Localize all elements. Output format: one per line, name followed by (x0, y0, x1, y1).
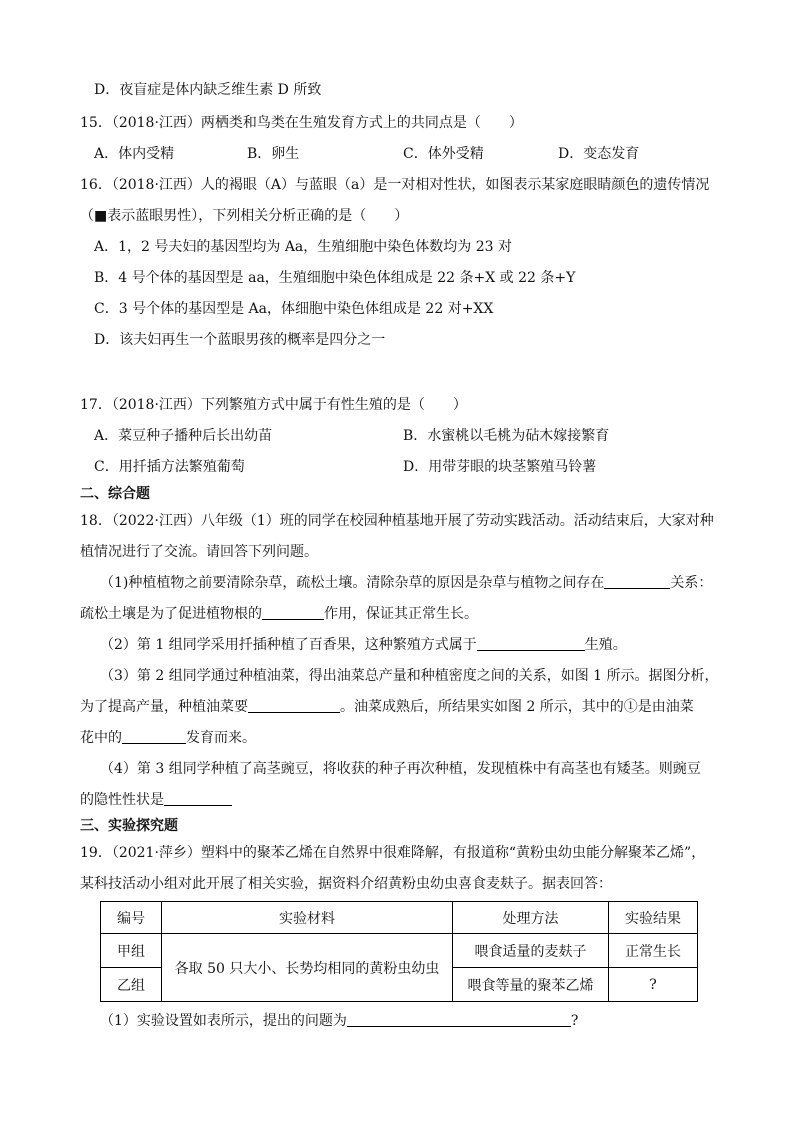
experiment-table (100, 901, 698, 1002)
q18-stem-line1: 18．（2022·江西）八年级（1）班的同学在校园种植基地开展了劳动实践活动。活动结束后，大家对种 (80, 513, 714, 529)
q18-part3-line2: 为了提高产量，种植油菜要 。油菜成熟后，所结果实如图 2 所示，其中的①是由油菜 (80, 699, 694, 715)
q17-stem: 17．（2018·江西）下列繁殖方式中属于有性生殖的是（ ） (80, 397, 467, 413)
section-3-heading: 三、实验探究题 (80, 818, 178, 834)
q17-option-b: B．水蜜桃以毛桃为砧木嫁接繁育 (403, 428, 610, 444)
q19-stem-line2: 某科技活动小组对此开展了相关实验，据资料介绍黄粉虫幼虫喜食麦麸子。据表回答： (80, 876, 612, 892)
header-material: 实验材料 (162, 902, 453, 934)
q15-option-d: D．变态发育 (558, 146, 640, 162)
q16-option-a: A．1，2 号夫妇的基因型均为 Aa，生殖细胞中染色体数均为 23 对 (94, 239, 512, 255)
table-header-row (101, 902, 698, 934)
group-cell: 甲组 (101, 934, 162, 968)
header-result: 实验结果 (609, 902, 698, 934)
q15-option-c: C．体外受精 (403, 146, 484, 162)
q18-part1-line2: 疏松土壤是为了促进植物根的 作用，保证其正常生长。 (80, 606, 478, 622)
q19-stem-line1: 19．（2021·萍乡）塑料中的聚苯乙烯在自然界中很难降解，有报道称“黄粉虫幼虫能分解聚苯乙烯”， (80, 845, 706, 861)
q17-option-d: D．用带芽眼的块茎繁殖马铃薯 (403, 459, 597, 475)
table-row (101, 934, 698, 968)
q18-blank-recessive-trait[interactable] (164, 790, 232, 806)
header-method: 处理方法 (453, 902, 609, 934)
q17-option-c: C．用扦插方法繁殖葡萄 (94, 459, 245, 475)
q16-stem-line1: 16．（2018·江西）人的褐眼（A）与蓝眼（a）是一对相对性状，如图表示某家庭眼睛颜色的遗传情况 (80, 177, 710, 193)
q18-part3-line3: 花中的 发育而来。 (80, 730, 256, 746)
method-cell: 喂食适量的麦麸子 (453, 934, 609, 968)
result-cell: 正常生长 (609, 934, 698, 968)
q19-blank-question[interactable] (347, 1011, 571, 1027)
q15-option-a: A．体内受精 (94, 146, 175, 162)
q15-stem: 15．（2018·江西）两栖类和鸟类在生殖发育方式上的共同点是（ ） (80, 115, 523, 131)
q18-blank-reproduction-type[interactable] (477, 635, 585, 651)
material-cell: 各取 50 只大小、长势均相同的黄粉虫幼虫 (162, 934, 453, 1002)
q18-blank-root-function[interactable] (262, 604, 324, 620)
q16-option-d: D．该夫妇再生一个蓝眼男孩的概率是四分之一 (94, 332, 386, 348)
method-cell: 喂食等量的聚苯乙烯 (453, 968, 609, 1002)
q16-stem-line2: （■表示蓝眼男性），下列相关分析正确的是（ ） (80, 208, 409, 224)
q16-option-b: B．4 号个体的基因型是 aa，生殖细胞中染色体组成是 22 条+X 或 22 条+Y (94, 270, 576, 286)
result-cell: ? (609, 968, 698, 1002)
q18-blank-relationship[interactable] (604, 573, 670, 589)
section-2-heading: 二、综合题 (80, 486, 150, 502)
q18-stem-line2: 植情况进行了交流。请回答下列问题。 (80, 544, 318, 560)
q19-part1: （1）实验设置如表所示，提出的问题为 ? (100, 1013, 579, 1029)
header-group-id: 编号 (101, 902, 162, 934)
q16-option-c: C．3 号个体的基因型是 Aa，体细胞中染色体组成是 22 对+XX (94, 301, 494, 317)
q18-blank-flower-part[interactable] (122, 728, 186, 744)
q18-part4-line1: （4）第 3 组同学种植了高茎豌豆，将收获的种子再次种植，发现植株中有高茎也有矮茎。则豌豆 (100, 761, 701, 777)
group-cell: 乙组 (101, 968, 162, 1002)
q18-part1-line1: （1)种植植物之前要清除杂草，疏松土壤。清除杂草的原因是杂草与植物之间存在 关系： (100, 575, 713, 591)
q17-option-a: A．菜豆种子播种后长出幼苗 (94, 428, 273, 444)
q14-option-d: D．夜盲症是体内缺乏维生素 D 所致 (94, 82, 322, 98)
q18-part3-line1: （3）第 2 组同学通过种植油菜，得出油菜总产量和种植密度之间的关系，如图 1 所示。据图分析， (100, 668, 719, 684)
q15-option-b: B．卵生 (247, 146, 300, 162)
q18-part4-line2: 的隐性性状是 (80, 790, 232, 810)
q18-part2: （2）第 1 组同学采用扦插种植了百香果，这种繁殖方式属于 生殖。 (100, 637, 627, 653)
q18-blank-density[interactable] (248, 697, 340, 713)
